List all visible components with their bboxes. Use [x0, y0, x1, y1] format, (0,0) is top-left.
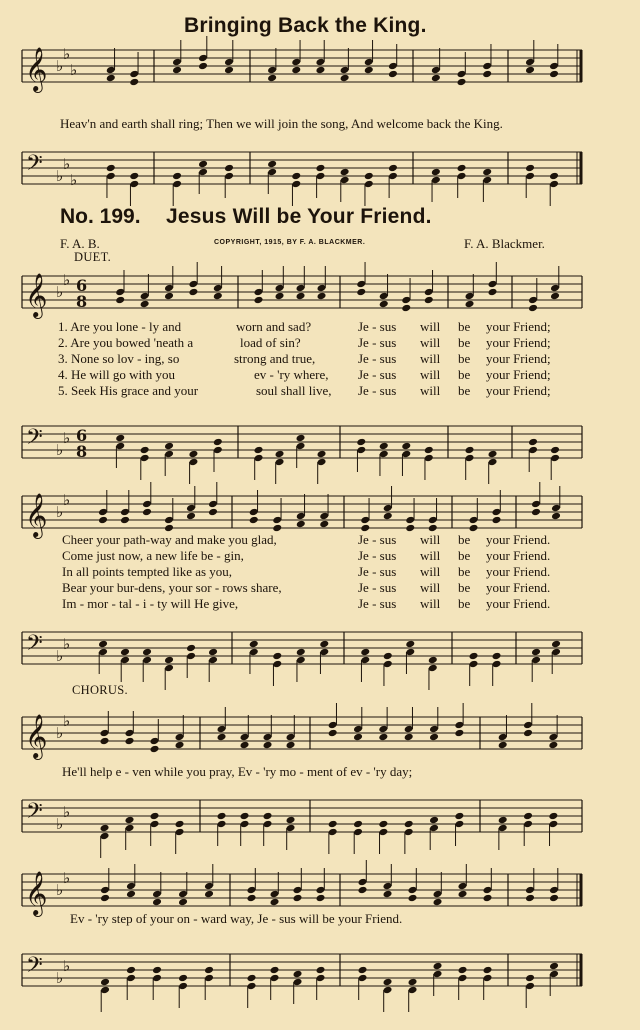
flat-sign-icon: ♭: [56, 881, 64, 899]
note-head: [488, 450, 498, 459]
note-head: [249, 640, 259, 649]
note-head: [428, 524, 438, 533]
lyric: your Friend.: [486, 548, 551, 563]
note-head: [429, 733, 439, 742]
flat-sign-icon: ♭: [63, 712, 71, 730]
note-head: [549, 172, 559, 181]
note-head: [551, 512, 561, 521]
system1-bass-staff: [0, 412, 640, 472]
lyric: load of sin?: [240, 335, 301, 350]
system2-verse-3: [0, 564, 640, 581]
flat-sign-icon: ♭: [56, 441, 64, 459]
note-head: [483, 966, 493, 975]
system1-verse-3: [0, 351, 640, 368]
lyric: strong and true,: [234, 351, 316, 366]
note-head: [240, 812, 250, 821]
lyric: 1. Are you lone - ly and: [58, 319, 182, 334]
note-head: [458, 890, 468, 899]
note-head: [286, 816, 296, 825]
note-head: [458, 966, 468, 975]
lyric: Je - sus: [358, 351, 397, 366]
note-head: [457, 78, 467, 87]
lyric: worn and sad?: [236, 319, 312, 334]
chorus-lyric-line-2: Ev - 'ry step of your on - ward way, Je - sus will be your Friend.: [70, 911, 403, 926]
note-head: [129, 172, 139, 181]
time-signature-bottom: 8: [76, 292, 88, 311]
flat-sign-icon: ♭: [63, 635, 71, 653]
note-head: [548, 812, 558, 821]
note-head: [164, 656, 174, 665]
lyric: will: [420, 319, 441, 334]
note-head: [263, 741, 273, 750]
lyric: Je - sus: [358, 596, 397, 611]
note-head: [358, 966, 368, 975]
note-head: [550, 446, 560, 455]
system1-verse-2: [0, 335, 640, 352]
note-head: [550, 292, 560, 301]
copyright-notice: COPYRIGHT, 1915, BY F. A. BLACKMER.: [214, 239, 366, 246]
note-head: [483, 894, 493, 903]
note-head: [528, 304, 538, 313]
note-head: [378, 733, 388, 742]
lyric: Je - sus: [358, 335, 397, 350]
treble-clef-icon: 𝄞: [25, 493, 48, 537]
note-head: [217, 812, 227, 821]
note-head: [379, 300, 389, 309]
lyric: Cheer your path-way and make you glad,: [62, 532, 277, 547]
chorus1-treble-staff: [0, 703, 640, 763]
note-head: [198, 160, 208, 169]
flat-sign-icon: ♭: [56, 57, 64, 75]
note-head: [408, 978, 418, 987]
flat-sign-icon: ♭: [70, 61, 78, 79]
lyric: soul shall live,: [256, 383, 332, 398]
note-head: [492, 652, 502, 661]
note-head: [275, 450, 285, 459]
note-head: [316, 966, 326, 975]
note-head: [315, 164, 325, 173]
lyric: be: [458, 351, 471, 366]
lyric: will: [420, 351, 441, 366]
note-head: [401, 442, 411, 451]
bass-clef-icon: 𝄢: [26, 425, 43, 455]
note-head: [291, 172, 301, 181]
note-head: [408, 894, 418, 903]
note-head: [115, 296, 125, 305]
note-head: [482, 168, 492, 177]
note-head: [356, 438, 366, 447]
lyric: will: [420, 383, 441, 398]
note-head: [254, 296, 264, 305]
note-head: [358, 886, 368, 895]
note-head: [224, 164, 234, 173]
note-head: [404, 820, 414, 829]
flat-sign-icon: ♭: [63, 803, 71, 821]
flat-sign-icon: ♭: [56, 283, 64, 301]
note-head: [100, 978, 110, 987]
note-head: [401, 304, 411, 313]
note-head: [379, 442, 389, 451]
lyric: your Friend;: [486, 383, 551, 398]
note-head: [498, 741, 508, 750]
lyric: your Friend;: [486, 367, 551, 382]
note-head: [125, 816, 135, 825]
note-head: [424, 296, 434, 305]
note-head: [106, 74, 116, 83]
note-head: [549, 894, 559, 903]
note-head: [254, 446, 264, 455]
chorus2-bass-staff: [0, 940, 640, 1000]
lyric: be: [458, 367, 471, 382]
note-head: [525, 164, 535, 173]
note-head: [129, 78, 139, 87]
lyric: 2. Are you bowed 'neath a: [58, 335, 194, 350]
note-head: [213, 292, 223, 301]
system1-verse-1: [0, 319, 640, 336]
note-head: [126, 890, 136, 899]
note-head: [142, 508, 152, 517]
note-head: [100, 737, 110, 746]
system2-verse-4: [0, 580, 640, 597]
lyric: 3. None so lov - ing, so: [58, 351, 180, 366]
note-head: [126, 966, 136, 975]
flat-sign-icon: ♭: [63, 45, 71, 63]
note-head: [100, 894, 110, 903]
lyric: Je - sus: [358, 319, 397, 334]
note-head: [164, 524, 174, 533]
note-head: [364, 66, 374, 75]
note-head: [431, 74, 441, 83]
flat-sign-icon: ♭: [56, 647, 64, 665]
note-head: [175, 820, 185, 829]
note-head: [548, 741, 558, 750]
note-head: [152, 966, 162, 975]
note-head: [115, 434, 125, 443]
note-head: [296, 520, 306, 529]
top-treble-staff: [0, 36, 640, 106]
lyric: be: [458, 319, 471, 334]
note-head: [316, 894, 326, 903]
lyric: Come just now, a new life be - gin,: [62, 548, 244, 563]
note-head: [208, 508, 218, 517]
system1-verse-5: [0, 383, 640, 400]
note-head: [213, 438, 223, 447]
note-head: [296, 648, 306, 657]
note-head: [317, 450, 327, 459]
note-head: [531, 508, 541, 517]
note-head: [125, 737, 135, 746]
flat-sign-icon: ♭: [56, 503, 64, 521]
flat-sign-icon: ♭: [63, 957, 71, 975]
note-head: [388, 70, 398, 79]
note-head: [525, 974, 535, 983]
lyric: will: [420, 335, 441, 350]
note-head: [98, 516, 108, 525]
note-head: [164, 442, 174, 451]
top-hymn-lyric: Heav'n and earth shall ring; Then we will join the song, And welcome back the King.: [60, 116, 503, 131]
note-head: [433, 962, 443, 971]
flat-sign-icon: ♭: [63, 271, 71, 289]
time-signature-bottom: 8: [76, 442, 88, 461]
lyric: will: [420, 367, 441, 382]
note-head: [498, 816, 508, 825]
note-head: [267, 74, 277, 83]
note-head: [404, 733, 414, 742]
note-head: [405, 524, 415, 533]
lyric: will: [420, 532, 441, 547]
note-head: [482, 70, 492, 79]
note-head: [267, 160, 277, 169]
note-head: [247, 894, 257, 903]
note-head: [178, 898, 188, 907]
note-head: [186, 644, 196, 653]
note-head: [275, 292, 285, 301]
note-head: [217, 733, 227, 742]
note-head: [150, 745, 160, 754]
treble-clef-icon: 𝄞: [25, 871, 48, 915]
note-head: [204, 966, 214, 975]
note-head: [198, 62, 208, 71]
lyric: be: [458, 383, 471, 398]
hymn-title: Jesus Will be Your Friend.: [166, 205, 432, 228]
note-head: [469, 524, 479, 533]
time-signature-top: 6: [76, 426, 88, 445]
chorus-label: CHORUS.: [72, 683, 128, 697]
note-head: [353, 820, 363, 829]
lyric: Je - sus: [358, 367, 397, 382]
note-head: [551, 640, 561, 649]
flat-sign-icon: ♭: [56, 724, 64, 742]
note-head: [204, 890, 214, 899]
lyric: your Friend.: [486, 564, 551, 579]
note-head: [525, 66, 535, 75]
bass-clef-icon: 𝄢: [26, 953, 43, 983]
note-head: [140, 300, 150, 309]
note-head: [378, 820, 388, 829]
lyric: will: [420, 548, 441, 563]
note-head: [296, 434, 306, 443]
lyric: Je - sus: [358, 580, 397, 595]
note-head: [296, 292, 306, 301]
note-head: [224, 66, 234, 75]
note-head: [140, 446, 150, 455]
note-head: [240, 741, 250, 750]
note-head: [523, 812, 533, 821]
note-head: [188, 288, 198, 297]
lyric: will: [420, 580, 441, 595]
note-head: [492, 516, 502, 525]
note-head: [429, 816, 439, 825]
lyric: your Friend.: [486, 596, 551, 611]
note-head: [247, 974, 257, 983]
note-head: [360, 524, 370, 533]
lyric: be: [458, 596, 471, 611]
music-credit: F. A. Blackmer.: [464, 236, 545, 251]
note-head: [383, 890, 393, 899]
lyric: Bear your bur-dens, your sor - rows share,: [62, 580, 282, 595]
note-head: [270, 898, 280, 907]
treble-clef-icon: 𝄞: [25, 714, 48, 758]
note-head: [152, 898, 162, 907]
note-head: [353, 733, 363, 742]
top-bass-staff: [0, 138, 640, 208]
lyric: In all points tempted like as you,: [62, 564, 233, 579]
lyric: be: [458, 335, 471, 350]
treble-clef-icon: 𝄞: [25, 47, 48, 91]
lyric: Je - sus: [358, 383, 397, 398]
note-head: [120, 648, 130, 657]
note-head: [293, 970, 303, 979]
note-head: [150, 812, 160, 821]
note-head: [319, 640, 329, 649]
note-head: [465, 300, 475, 309]
note-head: [488, 288, 498, 297]
note-head: [272, 652, 282, 661]
note-head: [549, 962, 559, 971]
lyric: be: [458, 532, 471, 547]
note-head: [424, 446, 434, 455]
note-head: [142, 648, 152, 657]
note-head: [528, 438, 538, 447]
lyric: 4. He will go with you: [58, 367, 175, 382]
system2-bass-staff: [0, 618, 640, 678]
note-head: [319, 520, 329, 529]
note-head: [457, 164, 467, 173]
note-head: [454, 729, 464, 738]
lyric: Im - mor - tal - i - ty will He give,: [62, 596, 239, 611]
note-head: [178, 974, 188, 983]
note-head: [98, 640, 108, 649]
note-head: [340, 74, 350, 83]
lyric: Je - sus: [358, 532, 397, 547]
lyric: be: [458, 580, 471, 595]
words-credit: F. A. B.: [60, 236, 100, 251]
bass-clef-icon: 𝄢: [26, 151, 43, 181]
lyric: your Friend;: [486, 351, 551, 366]
note-head: [100, 824, 110, 833]
note-head: [164, 292, 174, 301]
note-head: [272, 524, 282, 533]
note-head: [388, 164, 398, 173]
flat-sign-icon: ♭: [63, 155, 71, 173]
system1-treble-staff: [0, 262, 640, 322]
note-head: [431, 168, 441, 177]
note-head: [549, 70, 559, 79]
flat-sign-icon: ♭: [63, 429, 71, 447]
note-head: [188, 450, 198, 459]
note-head: [263, 812, 273, 821]
note-head: [328, 729, 338, 738]
lyric: Je - sus: [358, 564, 397, 579]
note-head: [175, 741, 185, 750]
system2-verse-1: [0, 532, 640, 549]
note-head: [106, 164, 116, 173]
lyric: will: [420, 564, 441, 579]
lyric: ev - 'ry where,: [254, 367, 329, 382]
note-head: [186, 512, 196, 521]
flat-sign-icon: ♭: [63, 491, 71, 509]
note-head: [328, 820, 338, 829]
lyric: 5. Seek His grace and your: [58, 383, 199, 398]
duet-label: DUET.: [74, 250, 112, 264]
lyric: Je - sus: [358, 548, 397, 563]
flat-sign-icon: ♭: [56, 969, 64, 987]
note-head: [120, 516, 130, 525]
note-head: [383, 978, 393, 987]
lyric: be: [458, 548, 471, 563]
note-head: [465, 446, 475, 455]
note-head: [172, 66, 182, 75]
note-head: [291, 66, 301, 75]
chorus-lyric-line-1: He'll help e - ven while you pray, Ev - 'ry mo - ment of ev - 'ry day;: [62, 764, 413, 779]
note-head: [364, 172, 374, 181]
system1-verse-4: [0, 367, 640, 384]
chorus1-bass-staff: [0, 786, 640, 846]
time-signature-top: 6: [76, 276, 88, 295]
treble-clef-icon: 𝄞: [25, 273, 48, 317]
hymn-number: No. 199.: [60, 205, 141, 228]
note-head: [454, 812, 464, 821]
note-head: [433, 898, 443, 907]
note-head: [172, 172, 182, 181]
note-head: [249, 516, 259, 525]
note-head: [208, 648, 218, 657]
note-head: [525, 894, 535, 903]
flat-sign-icon: ♭: [56, 815, 64, 833]
note-head: [270, 966, 280, 975]
note-head: [469, 652, 479, 661]
note-head: [428, 656, 438, 665]
note-head: [383, 512, 393, 521]
lyric: will: [420, 596, 441, 611]
system2-verse-5: [0, 596, 640, 613]
note-head: [293, 894, 303, 903]
bass-clef-icon: 𝄢: [26, 631, 43, 661]
note-head: [405, 640, 415, 649]
top-hymn-title: Bringing Back the King.: [184, 14, 427, 37]
system2-verse-2: [0, 548, 640, 565]
lyric: your Friend;: [486, 319, 551, 334]
lyric: your Friend.: [486, 580, 551, 595]
note-head: [340, 168, 350, 177]
note-head: [315, 66, 325, 75]
flat-sign-icon: ♭: [56, 167, 64, 185]
note-head: [360, 648, 370, 657]
lyric: your Friend;: [486, 335, 551, 350]
flat-sign-icon: ♭: [70, 171, 78, 189]
note-head: [383, 652, 393, 661]
note-head: [531, 648, 541, 657]
bass-clef-icon: 𝄢: [26, 799, 43, 829]
lyric: be: [458, 564, 471, 579]
flat-sign-icon: ♭: [63, 869, 71, 887]
note-head: [523, 729, 533, 738]
lyric: your Friend.: [486, 532, 551, 547]
note-head: [317, 292, 327, 301]
note-head: [286, 741, 296, 750]
note-head: [356, 288, 366, 297]
